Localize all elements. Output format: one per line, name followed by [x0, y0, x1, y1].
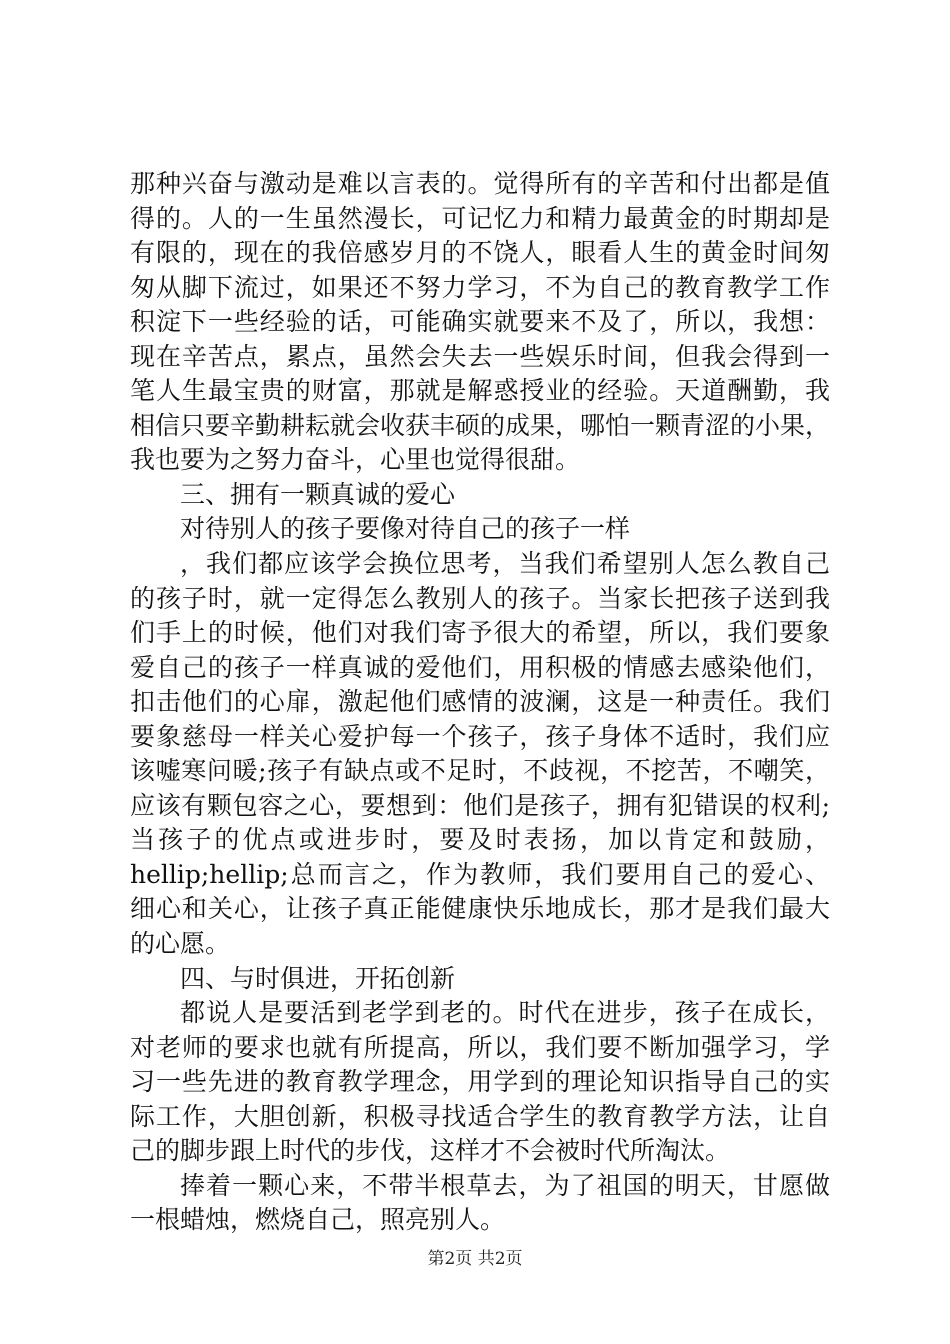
text-line: 对待别人的孩子要像对待自己的孩子一样 [180, 514, 631, 544]
text-line: 现在辛苦点，累点，虽然会失去一些娱乐时间，但我会得到一 [130, 341, 830, 371]
text-line: 要象慈母一样关心爱护每一个孩子，孩子身体不适时，我们应 [130, 721, 830, 751]
text-line: 的心愿。 [130, 929, 231, 959]
section-heading: 三、拥有一颗真诚的爱心 [180, 479, 456, 509]
text-line: 我也要为之努力奋斗，心里也觉得很甜。 [130, 445, 581, 475]
text-line: 该嘘寒问暖;孩子有缺点或不足时，不歧视，不挖苦，不嘲笑， [130, 756, 830, 786]
text-line: 匆从脚下流过，如果还不努力学习，不为自己的教育教学工作 [130, 272, 830, 302]
text-line: 细心和关心，让孩子真正能健康快乐地成长，那才是我们最大 [130, 894, 830, 924]
text-line: 爱自己的孩子一样真诚的爱他们，用积极的情感去感染他们， [130, 652, 830, 682]
text-line: 当孩子的优点或进步时，要及时表扬，加以肯定和鼓励， [130, 825, 830, 855]
text-line: 得的。人的一生虽然漫长，可记忆力和精力最黄金的时期却是 [130, 203, 830, 233]
text-line: 的孩子时，就一定得怎么教别人的孩子。当家长把孩子送到我 [130, 583, 830, 613]
text-line: 都说人是要活到老学到老的。时代在进步，孩子在成长， [180, 998, 830, 1028]
text-line: 们手上的时候，他们对我们寄予很大的希望，所以，我们要象 [130, 618, 830, 648]
text-line: 习一些先进的教育教学理念，用学到的理论知识指导自己的实 [130, 1067, 830, 1097]
page-number-footer: 第2页 共2页 [427, 1249, 523, 1269]
text-line: 相信只要辛勤耕耘就会收获丰硕的成果，哪怕一颗青涩的小果， [130, 410, 831, 440]
text-line: 际工作，大胆创新，积极寻找适合学生的教育教学方法，让自 [130, 1101, 830, 1131]
text-line: 己的脚步跟上时代的步伐，这样才不会被时代所淘汰。 [130, 1136, 731, 1166]
section-heading: 四、与时俱进，开拓创新 [180, 963, 456, 993]
text-line: 那种兴奋与激动是难以言表的。觉得所有的辛苦和付出都是值 [130, 169, 830, 198]
text-line: 积淀下一些经验的话，可能确实就要来不及了，所以，我想： [130, 307, 830, 337]
text-line: hellip;hellip;总而言之，作为教师，我们要用自己的爱心、 [130, 859, 830, 889]
text-line: 应该有颗包容之心，要想到：他们是孩子，拥有犯错误的权利; [130, 790, 830, 820]
text-line: 笔人生最宝贵的财富，那就是解惑授业的经验。天道酬勤，我 [130, 376, 830, 406]
text-line: 一根蜡烛，燃烧自己，照亮别人。 [130, 1205, 506, 1235]
text-line: 扣击他们的心扉，激起他们感情的波澜，这是一种责任。我们 [130, 687, 830, 717]
text-line: 捧着一颗心来，不带半根草去，为了祖国的明天，甘愿做 [180, 1170, 830, 1200]
text-line: ，我们都应该学会换位思考，当我们希望别人怎么教自己 [180, 549, 830, 579]
body-text [130, 167, 830, 1238]
text-line: 对老师的要求也就有所提高，所以，我们要不断加强学习，学 [130, 1032, 830, 1062]
text-line: 有限的，现在的我倍感岁月的不饶人，眼看人生的黄金时间匆 [130, 238, 830, 268]
